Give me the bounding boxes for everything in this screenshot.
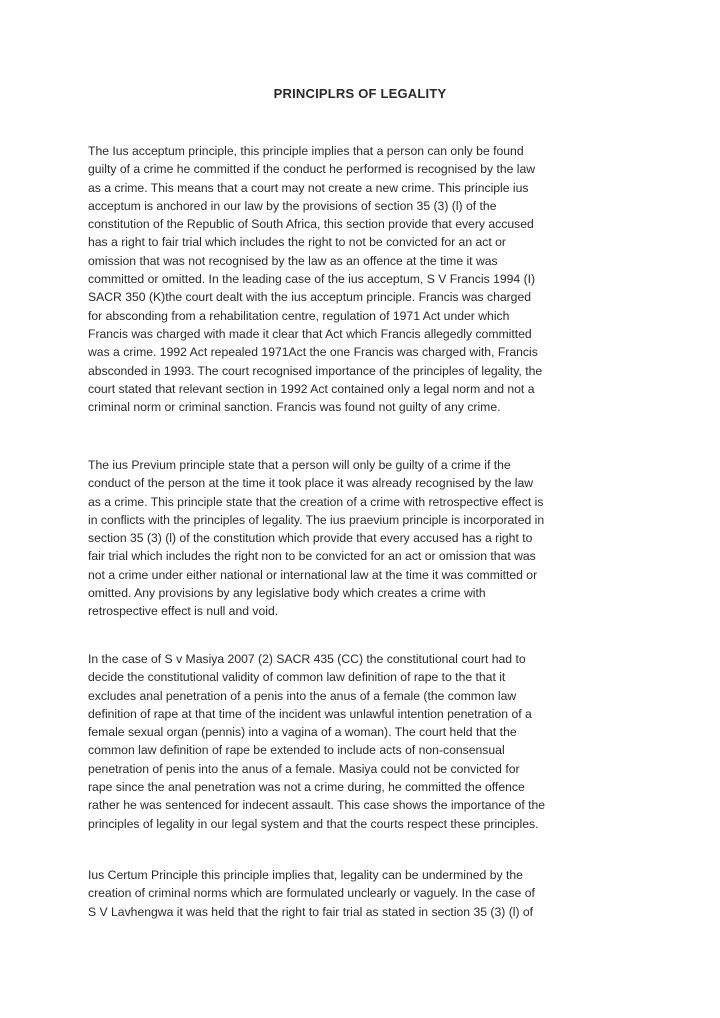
- text-line: guilty of a crime he committed if the conduct he performed is recognised by the law: [88, 162, 536, 177]
- text-line: absconded in 1993. The court recognised importance of the principles of legality, the: [88, 363, 543, 378]
- text-line: fair trial which includes the right non to be convicted for an act or omission that was: [88, 549, 536, 564]
- text-line: excludes anal penetration of a penis into the anus of a female (the common law: [88, 688, 517, 703]
- text-line: creation of criminal norms which are formulated unclearly or vaguely. In the case of: [88, 886, 535, 901]
- text-line: SACR 350 (K)the court dealt with the ius acceptum principle. Francis was charged: [88, 290, 532, 305]
- text-line: penetration of penis into the anus of a female. Masiya could not be convicted for: [88, 761, 520, 776]
- paragraph-masiya-case: [88, 650, 636, 833]
- text-line: conduct of the person at the time it took place it was already recognised by the law: [88, 476, 534, 491]
- text-line: Ius Certum Principle this principle implies that, legality can be undermined by the: [88, 868, 523, 882]
- text-line: has a right to fair trial which includes the right to not be convicted for an act or: [88, 235, 506, 250]
- text-line: S V Lavhengwa it was held that the right to fair trial as stated in section 35 (3) (l) of: [88, 904, 534, 919]
- page-title: PRINCIPLRS OF LEGALITY: [273, 86, 447, 101]
- text-line: rape since the anal penetration was not a crime during, he committed the offence: [88, 780, 525, 795]
- text-line: principles of legality in our legal system and that the courts respect these principles.: [88, 816, 539, 831]
- paragraph-ius-certum: [88, 866, 636, 921]
- text-line: decide the constitutional validity of common law definition of rape to the that it: [88, 670, 506, 685]
- text-line: court stated that relevant section in 1992 Act contained only a legal norm and not a: [88, 381, 535, 396]
- text-line: Francis was charged with made it clear that Act which Francis allegedly committed: [88, 326, 532, 341]
- text-line: common law definition of rape be extended to include acts of non-consensual: [88, 743, 505, 758]
- text-line: female sexual organ (pennis) into a vagina of a woman). The court held that the: [88, 725, 517, 740]
- text-line: In the case of S v Masiya 2007 (2) SACR 435 (CC) the constitutional court had to: [88, 652, 526, 666]
- text-line: as a crime. This means that a court may not create a new crime. This principle ius: [88, 180, 529, 195]
- text-line: rather he was sentenced for indecent assault. This case shows the importance of the: [88, 798, 546, 813]
- text-line: retrospective effect is null and void.: [88, 604, 279, 619]
- text-line: section 35 (3) (l) of the constitution which provide that every accused has a right to: [88, 531, 533, 546]
- text-line: omitted. Any provisions by any legislative body which creates a crime with: [88, 586, 486, 601]
- paragraph-ius-praevium: [88, 456, 636, 621]
- text-line: was a crime. 1992 Act repealed 1971Act the one Francis was charged with, Francis: [88, 345, 538, 360]
- paragraph-ius-acceptum: [88, 142, 636, 416]
- text-line: omission that was not recognised by the law as an offence at the time it was: [88, 253, 498, 268]
- text-line: not a crime under either national or international law at the time it was committed or: [88, 567, 538, 582]
- text-line: in conflicts with the principles of legality. The ius praevium principle is incorporated in: [88, 512, 545, 527]
- text-line: definition of rape at that time of the incident was unlawful intention penetration of a: [88, 706, 532, 721]
- text-line: as a crime. This principle state that the creation of a crime with retrospective effect is: [88, 494, 544, 509]
- text-line: committed or omitted. In the leading case of the ius acceptum, S V Francis 1994 (I): [88, 272, 536, 287]
- text-line: constitution of the Republic of South Africa, this section provide that every accused: [88, 217, 534, 232]
- text-line: acceptum is anchored in our law by the provisions of section 35 (3) (l) of the: [88, 198, 497, 213]
- text-line: for absconding from a rehabilitation centre, regulation of 1971 Act under which: [88, 308, 510, 323]
- text-line: The Ius acceptum principle, this principle implies that a person can only be found: [88, 144, 524, 158]
- text-line: criminal norm or criminal sanction. Francis was found not guilty of any crime.: [88, 400, 501, 415]
- text-line: The ius Previum principle state that a person will only be guilty of a crime if the: [88, 458, 511, 472]
